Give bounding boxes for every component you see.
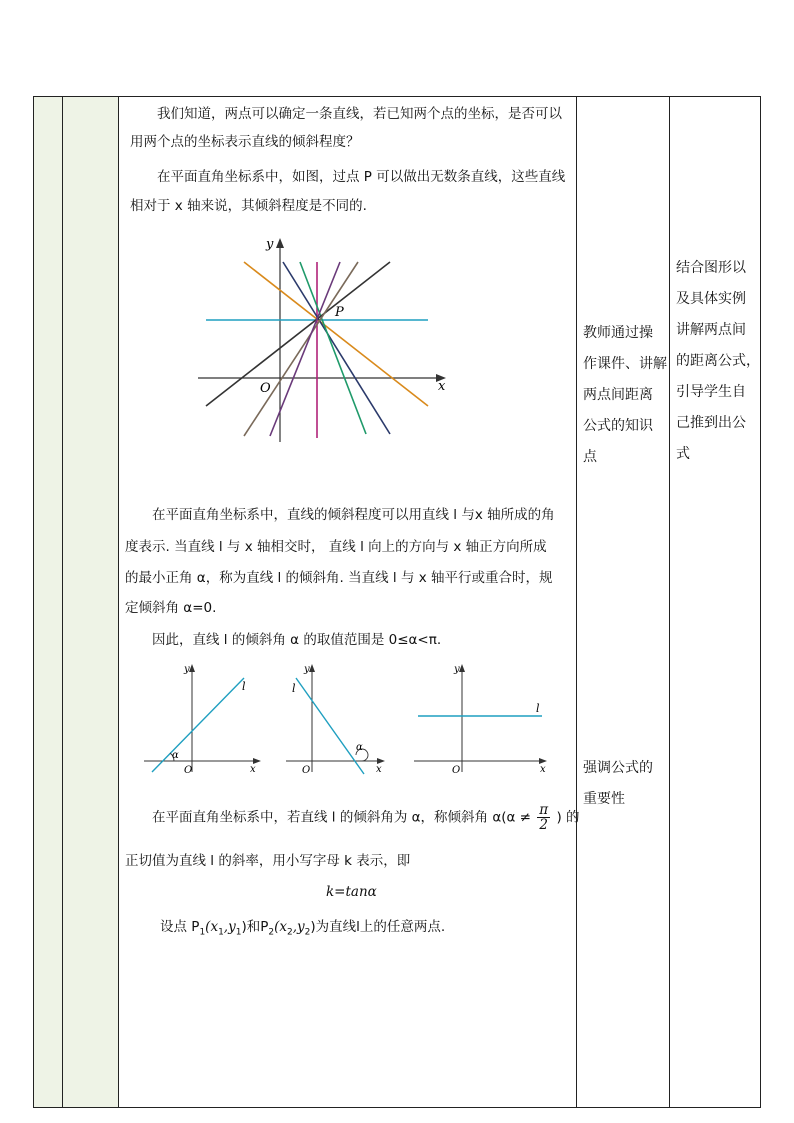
para2-line2: 相对于 x 轴来说，其倾斜程度是不同的. bbox=[130, 198, 367, 214]
line-dark-steep bbox=[283, 262, 390, 434]
para5-line1-text: 在平面直角坐标系中，若直线 l 的倾斜角为 α，称倾斜角 α(α ≠ bbox=[152, 809, 531, 826]
para6-text-a: 设点 P bbox=[160, 919, 200, 935]
y-axis-arrow bbox=[276, 238, 284, 248]
teacher-activity-block1 bbox=[583, 318, 667, 473]
origin-label: O bbox=[184, 765, 193, 776]
angle-label: α bbox=[172, 750, 179, 761]
y-axis-arrow bbox=[459, 664, 465, 672]
y-axis-label: y bbox=[266, 237, 274, 252]
para6-text-d: )和P bbox=[241, 919, 269, 935]
para1-line2: 用两个点的坐标表示直线的倾斜程度？ bbox=[130, 134, 360, 150]
figure-negative-slope bbox=[282, 660, 394, 778]
para6-text-e: (x bbox=[274, 919, 287, 935]
teacher-activity-line: 作课件、讲解 bbox=[583, 356, 667, 372]
para6-text-f: ,y bbox=[292, 919, 305, 935]
design-intent-block bbox=[676, 253, 760, 470]
design-intent-line: 讲解两点间 bbox=[676, 322, 746, 338]
origin-label: O bbox=[302, 765, 311, 776]
x-axis-label: x bbox=[438, 379, 446, 394]
figure-lines-through-point bbox=[190, 232, 460, 452]
line-orange bbox=[244, 262, 428, 406]
origin-label: O bbox=[260, 381, 271, 396]
table-column-stage bbox=[34, 97, 63, 1107]
subscript: 2 bbox=[304, 927, 311, 938]
design-intent-line: 的距离公式， bbox=[676, 353, 760, 369]
para5-line2: 正切值为直线 l 的斜率，用小写字母 k 表示，即 bbox=[125, 853, 411, 869]
para2-line1: 在平面直角坐标系中，如图，过点 P 可以做出无数条直线，这些直线 bbox=[157, 169, 566, 185]
para3-line2: 度表示. 当直线 l 与 x 轴相交时， 直线 l 向上的方向与 x 轴正方向所成 bbox=[125, 539, 547, 555]
table-divider-content bbox=[576, 97, 577, 1107]
fraction-numerator: π bbox=[539, 802, 549, 818]
subscript: 1 bbox=[218, 927, 224, 938]
table-divider-activity bbox=[669, 97, 670, 1107]
y-axis-arrow bbox=[189, 664, 195, 672]
subscript: 2 bbox=[287, 927, 293, 938]
design-intent-line: 及具体实例 bbox=[676, 291, 746, 307]
y-axis-arrow bbox=[309, 664, 315, 672]
table-column-section bbox=[63, 97, 119, 1107]
y-axis-label: y bbox=[304, 664, 310, 675]
para4-range: 因此，直线 l 的倾斜角 α 的取值范围是 0≤α<π. bbox=[152, 632, 442, 648]
line-dark-shallow bbox=[206, 262, 390, 406]
para6-text-c: ,y bbox=[223, 919, 236, 935]
y-axis-label: y bbox=[184, 664, 190, 675]
teacher-activity-line: 强调公式的 bbox=[583, 760, 653, 776]
x-axis-label: x bbox=[250, 764, 256, 775]
design-intent-line: 引导学生自 bbox=[676, 384, 746, 400]
teacher-activity-line: 教师通过操 bbox=[583, 325, 653, 341]
line-l bbox=[296, 678, 364, 774]
para1-line1: 我们知道，两点可以确定一条直线，若已知两个点的坐标，是否可以 bbox=[157, 106, 562, 122]
angle-label: α bbox=[356, 742, 363, 753]
design-intent-line: 式 bbox=[676, 446, 690, 462]
design-intent-line: 己推到出公 bbox=[676, 415, 746, 431]
teacher-activity-line: 公式的知识 bbox=[583, 418, 653, 434]
para5-line1 bbox=[152, 803, 580, 832]
x-axis-label: x bbox=[540, 764, 546, 775]
subscript: 1 bbox=[199, 927, 206, 938]
fraction-pi-over-2 bbox=[537, 803, 550, 832]
origin-label: O bbox=[452, 765, 461, 776]
para3-line3: 的最小正角 α，称为直线 l 的倾斜角. 当直线 l 与 x 轴平行或重合时，规 bbox=[125, 570, 553, 586]
para3-line4: 定倾斜角 α=0. bbox=[125, 600, 217, 616]
subscript: 2 bbox=[268, 927, 275, 938]
para5-line1-end: ) 的 bbox=[556, 809, 580, 826]
figure-horizontal-line bbox=[410, 660, 552, 778]
subscript: 1 bbox=[235, 927, 242, 938]
y-axis-label: y bbox=[454, 664, 460, 675]
x-axis-label: x bbox=[376, 764, 382, 775]
slope-formula: k=tanα bbox=[326, 884, 377, 900]
line-brown bbox=[244, 262, 358, 436]
design-intent-line: 结合图形以 bbox=[676, 260, 746, 276]
point-label: P bbox=[335, 305, 344, 320]
para3-line1: 在平面直角坐标系中，直线的倾斜程度可以用直线 l 与x 轴所成的角 bbox=[152, 507, 555, 523]
para6-text-b: (x bbox=[205, 919, 219, 935]
para6-points bbox=[160, 917, 445, 943]
line-label: l bbox=[242, 680, 246, 693]
line-label: l bbox=[292, 682, 296, 695]
teacher-activity-line: 重要性 bbox=[583, 791, 625, 807]
line-l bbox=[152, 678, 244, 772]
line-label: l bbox=[536, 702, 540, 715]
teacher-activity-line: 点 bbox=[583, 449, 597, 465]
teacher-activity-line: 两点间距离 bbox=[583, 387, 653, 403]
fraction-denominator: 2 bbox=[539, 817, 549, 833]
teacher-activity-block2 bbox=[583, 753, 653, 815]
para6-text-g: )为直线l上的任意两点. bbox=[310, 919, 446, 935]
figure-positive-slope bbox=[140, 660, 264, 778]
